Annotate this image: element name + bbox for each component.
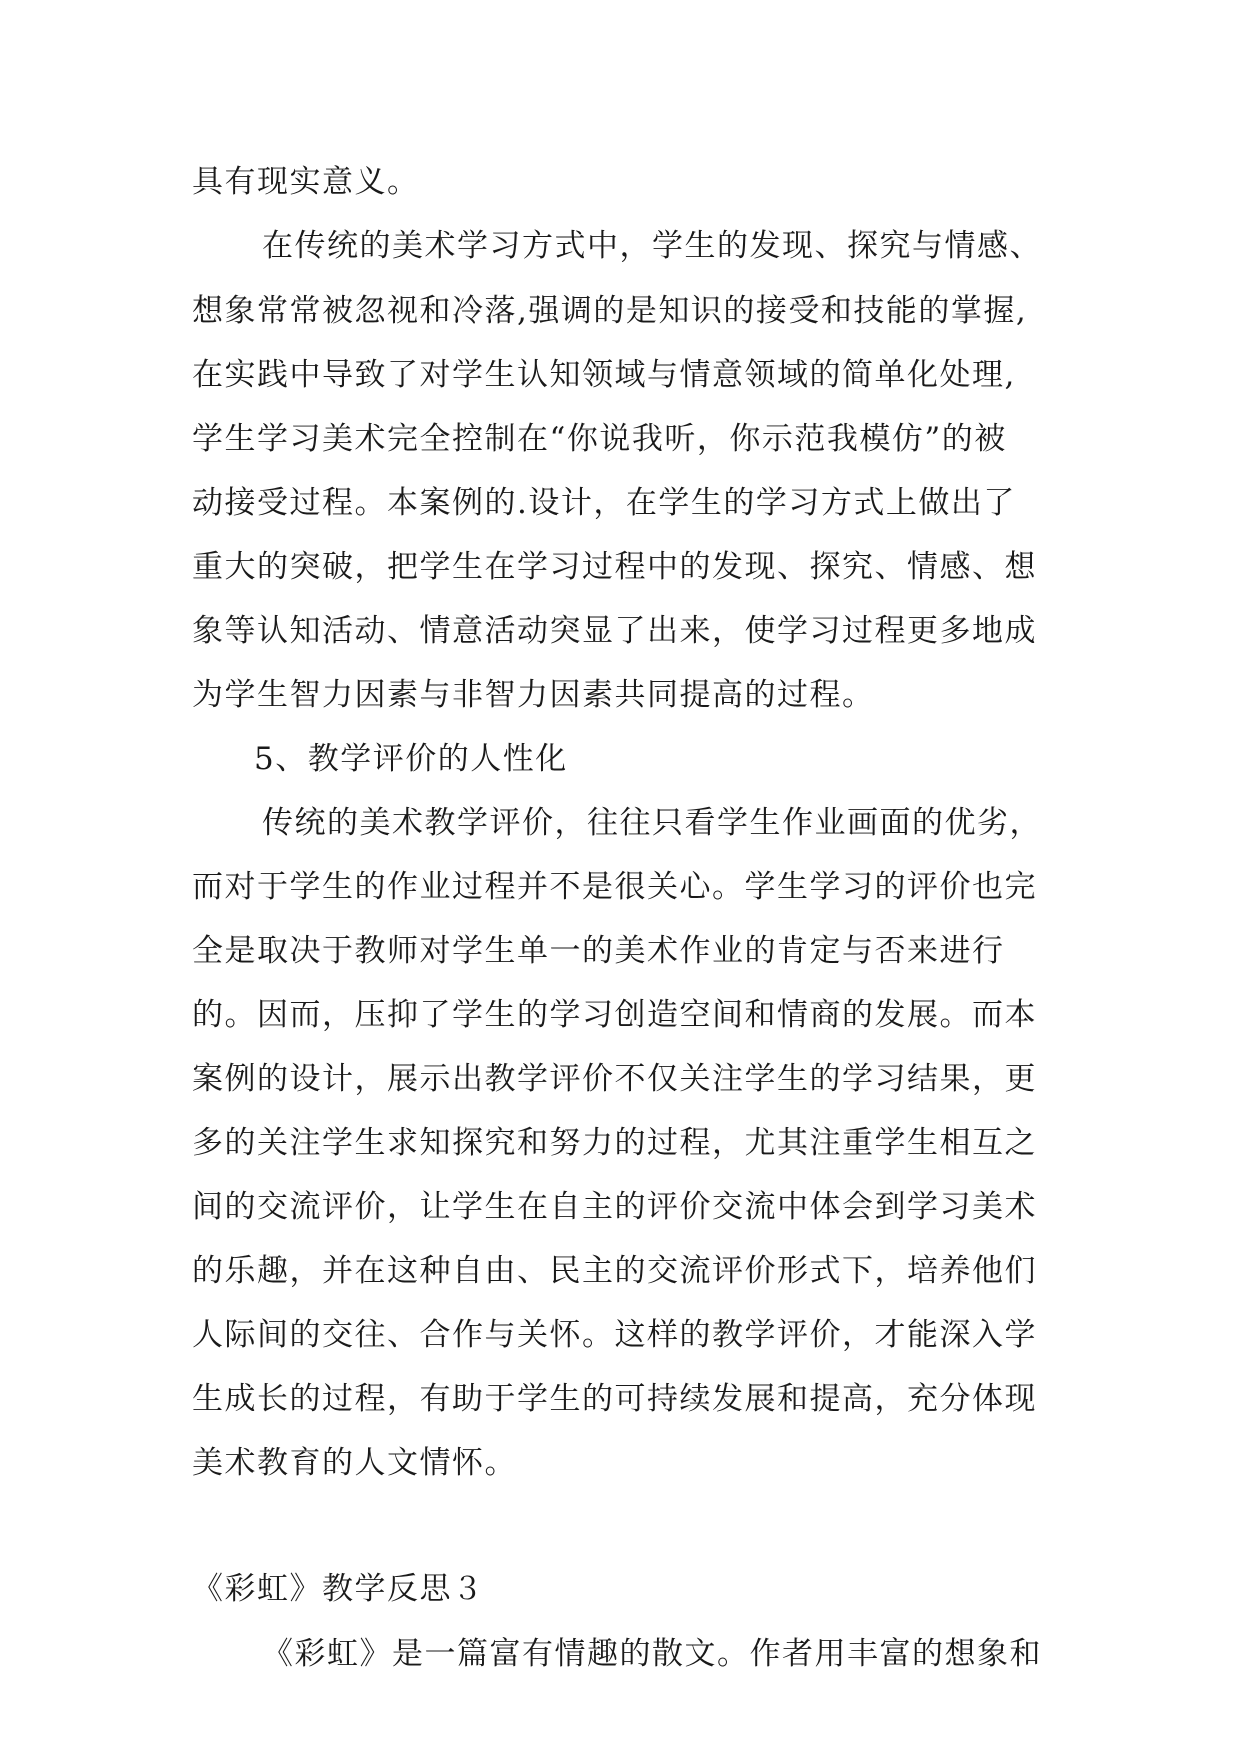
text-line: 具有现实意义。 — [192, 164, 420, 200]
section-heading: 5、教学评价的人性化 — [254, 741, 568, 777]
text-line: 美术教育的人文情怀。 — [192, 1445, 517, 1481]
text-line: 间的交流评价，让学生在自主的评价交流中体会到学习美术 — [192, 1189, 1037, 1225]
article-title: 《彩虹》教学反思３ — [192, 1571, 485, 1607]
text-line: 为学生智力因素与非智力因素共同提高的过程。 — [192, 677, 875, 713]
text-line: 全是取决于教师对学生单一的美术作业的肯定与否来进行 — [192, 933, 1005, 969]
paragraph-start-line: 在传统的美术学习方式中，学生的发现、探究与情感、 — [262, 228, 1042, 264]
paragraph-start-line: 《彩虹》是一篇富有情趣的散文。作者用丰富的想象和 — [262, 1636, 1042, 1672]
text-line: 的。因而，压抑了学生的学习创造空间和情商的发展。而本 — [192, 997, 1037, 1033]
text-line: 生成长的过程，有助于学生的可持续发展和提高，充分体现 — [192, 1381, 1037, 1417]
text-line: 重大的突破，把学生在学习过程中的发现、探究、情感、想 — [192, 549, 1037, 585]
text-line: 想象常常被忽视和冷落,强调的是知识的接受和技能的掌握, — [192, 293, 1028, 329]
text-line: 而对于学生的作业过程并不是很关心。学生学习的评价也完 — [192, 869, 1037, 905]
text-line: 人际间的交往、合作与关怀。这样的教学评价，才能深入学 — [192, 1317, 1037, 1353]
text-line: 案例的设计，展示出教学评价不仅关注学生的学习结果，更 — [192, 1061, 1037, 1097]
text-line: 在实践中导致了对学生认知领域与情意领域的简单化处理, — [192, 357, 1016, 393]
paragraph-start-line: 传统的美术教学评价，往往只看学生作业画面的优劣， — [262, 805, 1042, 841]
text-line: 学生学习美术完全控制在“你说我听，你示范我模仿”的被 — [192, 421, 1007, 457]
text-line: 象等认知活动、情意活动突显了出来，使学习过程更多地成 — [192, 613, 1037, 649]
text-line: 多的关注学生求知探究和努力的过程，尤其注重学生相互之 — [192, 1125, 1037, 1161]
text-line: 动接受过程。本案例的.设计，在学生的学习方式上做出了 — [192, 485, 1016, 521]
text-line: 的乐趣，并在这种自由、民主的交流评价形式下，培养他们 — [192, 1253, 1037, 1289]
